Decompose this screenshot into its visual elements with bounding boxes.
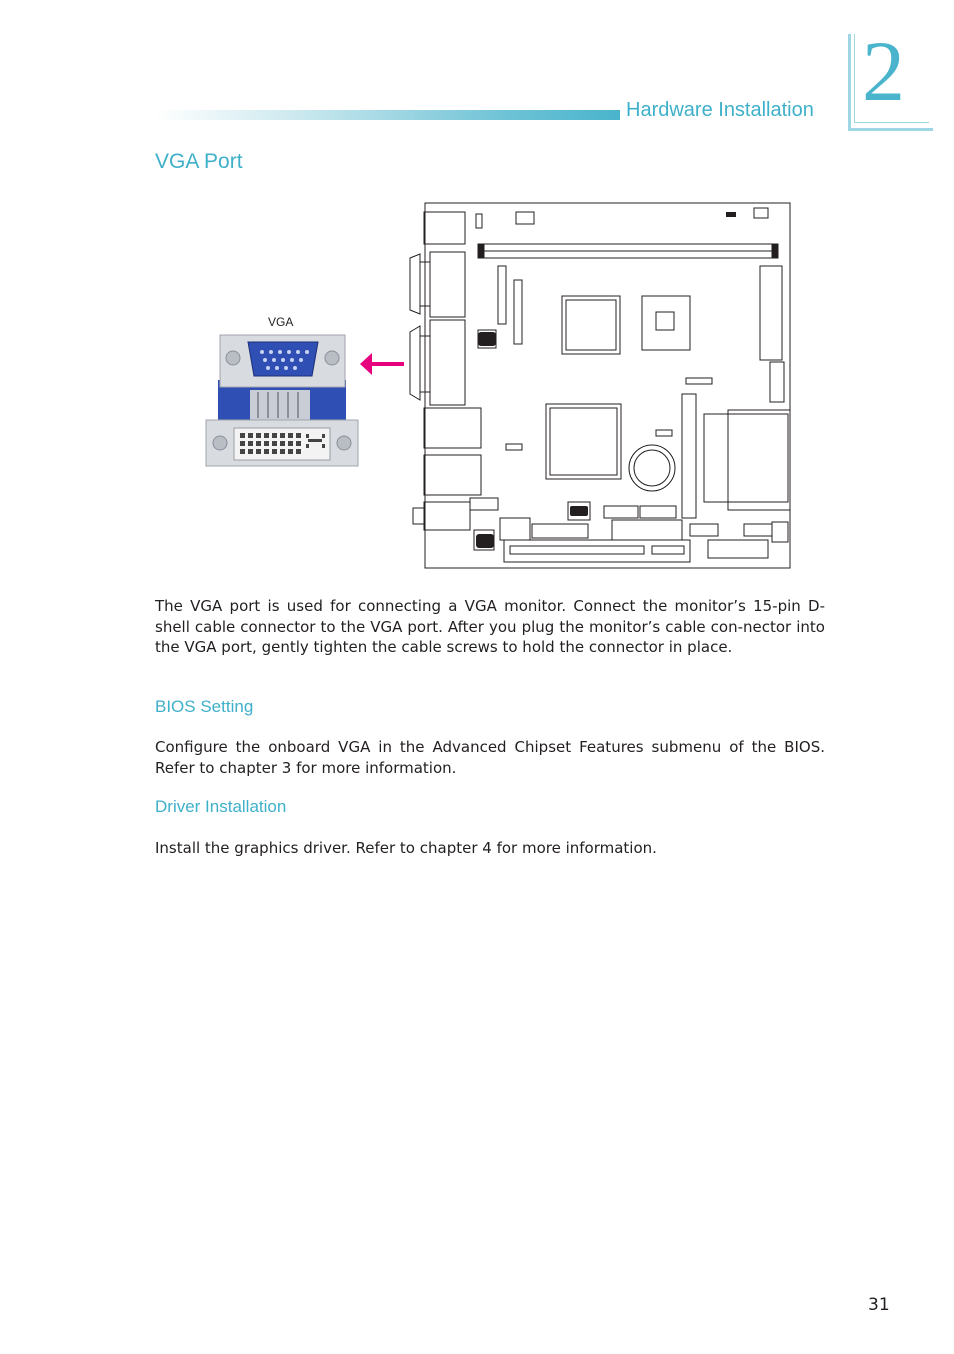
vga-connector-label: VGA [268, 315, 294, 329]
vga-connector-photo [200, 330, 365, 470]
driver-installation-heading: Driver Installation [155, 797, 287, 816]
pointer-arrow-icon [358, 350, 406, 378]
bios-setting-heading: BIOS Setting [155, 697, 254, 716]
bios-setting-paragraph: Configure the onboard VGA in the Advanced Chipset Features submenu of the BIOS. Refer to chapter 3 for more information. [155, 738, 825, 777]
motherboard-layout-diagram [408, 200, 794, 572]
chapter-number: 2 [862, 23, 905, 119]
page-number: 31 [868, 1295, 890, 1315]
intro-paragraph: The VGA port is used for connecting a VGA monitor. Connect the monitor’s 15-pin D-shell cable connector to the VGA port. After you plug the monitor’s cable con-nector into the VGA port, gently tighten the cable screws to hold the connector in place. [155, 597, 825, 657]
header-rule [155, 110, 620, 120]
driver-installation-paragraph: Install the graphics driver. Refer to chapter 4 for more information. [155, 839, 657, 857]
section-header-title: Hardware Installation [626, 99, 814, 121]
page-title: VGA Port [155, 150, 243, 173]
